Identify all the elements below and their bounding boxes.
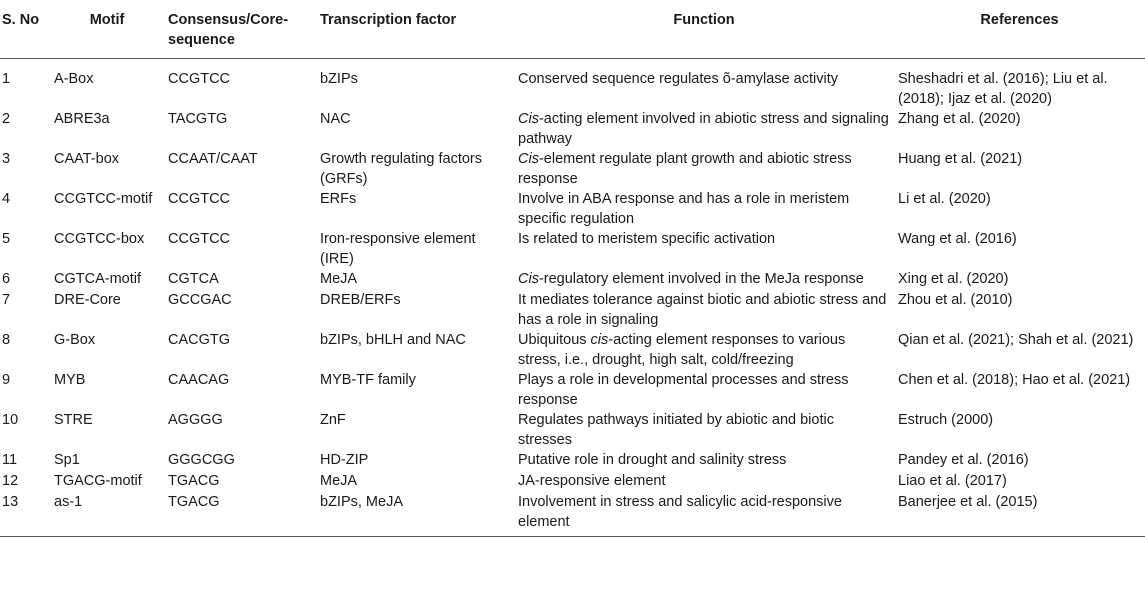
cell-transcription-factor: Iron-responsive element (IRE) [320,231,476,267]
cell-sno: 2 [2,111,11,127]
cell-motif: as-1 [50,492,164,537]
cell-sno: 9 [2,372,11,388]
header-consensus: Consensus/Core-sequence [164,0,316,59]
cell-motif: G-Box [54,332,96,348]
cell-motif: Sp1 [54,452,80,468]
table-row [0,492,1145,537]
cell-references: Qian et al. (2021); Shah et al. (2021) [898,332,1134,348]
function-text-post: Involve in ABA response and has a role in meristem specific regulation [518,191,850,227]
function-text-post: Is related to meristem specific activation [518,231,776,247]
cell-function [514,370,894,410]
function-text-post: JA-responsive element [518,473,666,489]
function-text-italic: Cis [518,271,539,287]
cell-consensus: TGACG [164,492,316,537]
cell-consensus: CCAAT/CAAT [168,151,258,167]
cell-references: Wang et al. (2016) [898,231,1017,247]
cell-transcription-factor: ZnF [320,412,346,428]
cell-sno: 4 [2,191,11,207]
cell-consensus: GGGCGG [168,452,235,468]
cell-motif: DRE-Core [54,292,121,308]
header-references: References [894,0,1145,59]
cell-function [514,471,894,492]
table-row [0,59,1145,110]
header-sno: S. No [0,0,50,59]
function-text-italic: Cis [518,111,539,127]
cell-function [514,290,894,330]
cell-motif: TGACG-motif [54,473,142,489]
cell-sno: 3 [2,151,11,167]
cell-function [514,149,894,189]
cell-function [514,330,894,370]
cell-references: Xing et al. (2020) [898,271,1009,287]
table-row [0,109,1145,149]
table-row [0,370,1145,410]
cell-sno: 5 [2,231,11,247]
table-row [0,290,1145,330]
cell-motif: CAAT-box [54,151,120,167]
cell-transcription-factor: bZIPs, bHLH and NAC [320,332,466,348]
header-function: Function [514,0,894,59]
function-text-post: -acting element responses to various stress, i.e., drought, high salt, cold/freezing [518,332,846,368]
cell-sno: 11 [2,452,18,468]
cell-motif: CCGTCC-box [54,231,145,247]
cell-function [514,450,894,471]
cell-motif: CGTCA-motif [54,271,141,287]
cell-transcription-factor: DREB/ERFs [320,292,401,308]
cell-consensus: CACGTG [168,332,231,348]
function-text-post: Plays a role in developmental processes and stress response [518,372,849,408]
function-text-pre: Ubiquitous [518,332,591,348]
function-text-post: Putative role in drought and salinity stress [518,452,787,468]
cell-consensus: CGTCA [168,271,219,287]
cell-consensus: CCGTCC [168,191,231,207]
table-body [0,59,1145,537]
cell-function [514,492,894,537]
cell-sno: 6 [2,271,11,287]
cell-consensus: CCGTCC [168,71,231,87]
cell-transcription-factor: MeJA [320,473,358,489]
cell-transcription-factor: bZIPs [320,71,358,87]
cell-references: Huang et al. (2021) [898,151,1023,167]
cell-consensus: AGGGG [168,412,223,428]
header-transcription-factor: Transcription factor [316,0,514,59]
cell-motif: A-Box [54,71,94,87]
table-header-row [0,0,1145,59]
cell-references: Estruch (2000) [898,412,994,428]
function-text-post: -element regulate plant growth and abiotic stress response [518,151,852,187]
cell-motif: CCGTCC-motif [54,191,153,207]
cell-transcription-factor: Growth regulating factors (GRFs) [320,151,482,187]
function-text-post: -acting element involved in abiotic stress and signaling pathway [518,111,889,147]
cell-sno: 7 [2,292,11,308]
cell-transcription-factor: ERFs [320,191,357,207]
cell-consensus: CAACAG [168,372,230,388]
cell-sno: 10 [2,412,19,428]
function-text-post: Conserved sequence regulates õ-amylase activity [518,71,838,87]
cell-consensus: CCGTCC [168,231,231,247]
cell-references: Pandey et al. (2016) [898,452,1029,468]
cell-references: Li et al. (2020) [898,191,991,207]
cell-references: Chen et al. (2018); Hao et al. (2021) [898,372,1131,388]
table-row [0,189,1145,229]
cell-function [514,410,894,450]
function-text-post: -regulatory element involved in the MeJa response [538,271,864,287]
cell-transcription-factor: MeJA [320,271,358,287]
cell-references: Banerjee et al. (2015) [894,492,1145,537]
cell-function [514,109,894,149]
table-row [0,330,1145,370]
cell-transcription-factor: bZIPs, MeJA [316,492,514,537]
table-row [0,471,1145,492]
cell-function [514,269,894,290]
cell-motif: STRE [54,412,93,428]
cell-motif: MYB [54,372,86,388]
cell-sno: 1 [2,71,11,87]
cell-transcription-factor: NAC [320,111,351,127]
cell-references: Sheshadri et al. (2016); Liu et al. (2018); Ijaz et al. (2020) [898,71,1108,107]
cell-function [514,189,894,229]
function-text-italic: Cis [518,151,539,167]
function-text-post: It mediates tolerance against biotic and abiotic stress and has a role in signaling [518,292,887,328]
table-row [0,229,1145,269]
header-motif: Motif [50,0,164,59]
cell-transcription-factor: MYB-TF family [320,372,416,388]
cell-sno: 12 [2,473,19,489]
cell-function [514,59,894,110]
cell-transcription-factor: HD-ZIP [320,452,369,468]
table-row [0,410,1145,450]
cell-references: Liao et al. (2017) [898,473,1007,489]
cell-sno: 13 [0,492,50,537]
cell-references: Zhang et al. (2020) [898,111,1021,127]
cell-references: Zhou et al. (2010) [898,292,1013,308]
cell-function [514,229,894,269]
cell-consensus: GCCGAC [168,292,232,308]
table-row [0,269,1145,290]
table-row [0,450,1145,471]
cell-consensus: TGACG [168,473,220,489]
cell-motif: ABRE3a [54,111,110,127]
table-row [0,149,1145,189]
cell-sno: 8 [2,332,11,348]
cell-consensus: TACGTG [168,111,228,127]
function-text-post: Regulates pathways initiated by abiotic and biotic stresses [518,412,834,448]
function-text-italic: cis [590,332,609,348]
function-text-post: Involvement in stress and salicylic acid-responsive element [518,494,842,530]
